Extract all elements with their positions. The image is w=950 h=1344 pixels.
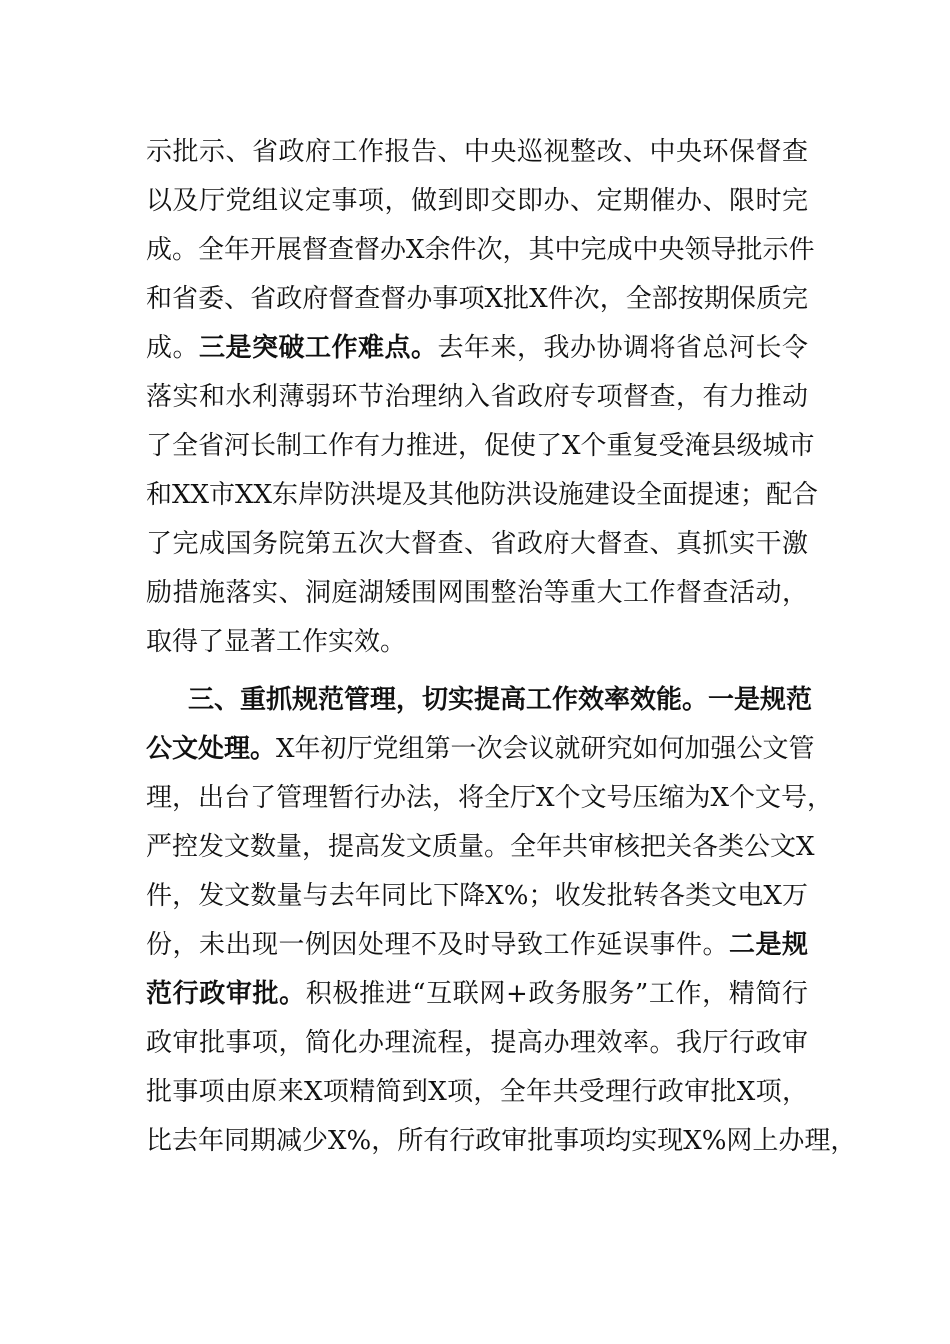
paragraph-line — [146, 524, 808, 564]
paragraph-line — [146, 328, 808, 368]
paragraph-line — [146, 279, 808, 319]
text-run: 份，未出现一例因处理不及时导致工作延误事件。 — [146, 930, 729, 960]
paragraph-line — [146, 778, 834, 818]
paragraph-line — [146, 181, 808, 221]
section-heading: 三、重抓规范管理，切实提高工作效率效能。一是规范 — [188, 685, 813, 715]
paragraph-line — [146, 377, 808, 417]
text-run: 落实和水利薄弱环节治理纳入省政府专项督查，有力推动 — [146, 382, 808, 412]
text-run: 去年来，我办协调将省总河长令 — [437, 333, 808, 363]
text-run: 成。 — [146, 333, 199, 363]
text-run: 件，发文数量与去年同比下降X%；收发批转各类文电X万 — [146, 881, 808, 911]
text-run: 和XX市XX东岸防洪堤及其他防洪设施建设全面提速；配合 — [146, 480, 819, 510]
paragraph-line — [146, 827, 815, 867]
paragraph-line — [146, 573, 808, 613]
text-run: 政审批事项，简化办理流程，提高办理效率。我厅行政审 — [146, 1028, 808, 1058]
text-run: 了完成国务院第五次大督查、省政府大督查、真抓实干激 — [146, 529, 808, 559]
paragraph-line — [146, 925, 808, 965]
text-run: 和省委、省政府督查督办事项X批X件次，全部按期保质完 — [146, 284, 808, 314]
paragraph-line — [146, 1072, 808, 1112]
bold-heading-run: 范行政审批。 — [146, 979, 306, 1009]
text-run: 积极推进“互联网+政务服务”工作，精简行 — [305, 979, 808, 1009]
text-run: 批事项由原来X项精简到X项，全年共受理行政审批X项， — [146, 1077, 808, 1107]
text-run: 严控发文数量，提高发文质量。全年共审核把关各类公文X — [146, 832, 815, 862]
paragraph-line — [146, 230, 815, 270]
paragraph-line — [146, 1121, 857, 1161]
text-run: 了全省河长制工作有力推进，促使了X个重复受淹县级城市 — [146, 431, 815, 461]
text-run: 示批示、省政府工作报告、中央巡视整改、中央环保督查 — [146, 137, 808, 167]
text-run: 比去年同期减少X%，所有行政审批事项均实现X%网上办理， — [146, 1126, 857, 1156]
bold-heading-run: 二是规 — [728, 930, 808, 960]
paragraph-line — [146, 876, 808, 916]
section-heading-line — [188, 680, 813, 720]
bold-heading-run: 三是突破工作难点。 — [199, 333, 438, 363]
bold-heading-run: 公文处理。 — [146, 734, 277, 764]
paragraph-line — [146, 426, 815, 466]
paragraph-line — [146, 475, 819, 515]
text-run: 励措施落实、洞庭湖矮围网围整治等重大工作督查活动， — [146, 578, 808, 608]
text-run: 以及厅党组议定事项，做到即交即办、定期催办、限时完 — [146, 186, 808, 216]
text-run: X年初厅党组第一次会议就研究如何加强公文管 — [276, 734, 815, 764]
paragraph-line — [146, 1023, 808, 1063]
paragraph-line — [146, 729, 815, 769]
paragraph-line — [146, 622, 808, 662]
paragraph-line — [146, 974, 808, 1014]
paragraph-line — [146, 132, 808, 172]
text-run: 理，出台了管理暂行办法，将全厅X个文号压缩为X个文号， — [146, 783, 834, 813]
text-run: 成。全年开展督查督办X余件次，其中完成中央领导批示件 — [146, 235, 815, 265]
text-run: 取得了显著工作实效。 — [146, 627, 407, 657]
